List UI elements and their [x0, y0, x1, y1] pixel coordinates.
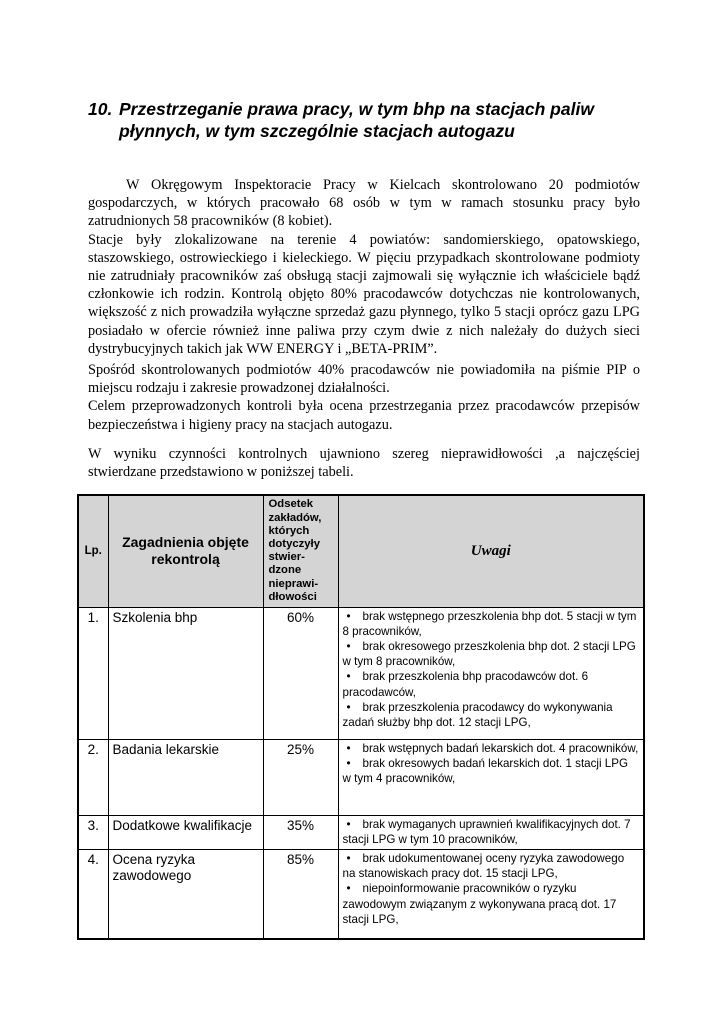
list-item [343, 639, 640, 669]
row-lp: 1. [78, 607, 108, 739]
row-percent: 60% [263, 607, 338, 739]
bullet-icon: • [346, 756, 351, 770]
list-item [343, 669, 640, 699]
paragraph-goal: Celem przeprowadzonych kontroli była ocena przestrzegania przez pracodawców przepisów bezpieczeństwa i higieny pracy na stacjach autogazu. [88, 398, 640, 433]
bullet-icon: • [346, 609, 351, 623]
note-text: brak przeszkolenia pracodawcy do wykonywania zadań służby bhp dot. 12 stacji LPG, [342, 700, 613, 729]
notes-list [343, 817, 640, 847]
bullet-icon: • [346, 817, 351, 831]
table-row [78, 815, 644, 849]
table-row [78, 607, 644, 739]
list-item [343, 741, 640, 756]
bullet-icon: • [346, 639, 351, 653]
row-percent: 85% [263, 849, 338, 939]
row-topic: Ocena ryzyka zawodowego [108, 849, 263, 939]
list-item [343, 609, 640, 639]
list-item [343, 700, 640, 730]
note-text: brak okresowych badań lekarskich dot. 1 stacji LPG w tym 4 pracowników, [342, 756, 628, 785]
note-text: brak przeszkolenia bhp pracodawców dot. 6 pracodawców, [342, 670, 589, 699]
note-text: brak wstępnego przeszkolenia bhp dot. 5 stacji w tym 8 pracowników, [342, 609, 637, 638]
findings-table [77, 494, 645, 940]
bullet-icon: • [346, 882, 351, 896]
note-text: brak wstępnych badań lekarskich dot. 4 pracowników, [362, 741, 639, 755]
bullet-icon: • [346, 700, 351, 714]
bullet-icon: • [346, 741, 351, 755]
list-item [343, 881, 640, 927]
note-text: brak wymaganych uprawnień kwalifikacyjnych dot. 7 stacji LPG w tym 10 pracowników, [342, 817, 631, 846]
section-heading [88, 98, 648, 142]
row-lp: 2. [78, 739, 108, 815]
row-notes [338, 815, 644, 849]
header-topic: Zagadnienia objęte rekontrolą [108, 495, 263, 607]
row-notes [338, 849, 644, 939]
bullet-icon: • [346, 851, 351, 865]
header-notes: Uwagi [338, 495, 644, 607]
bullet-icon: • [346, 670, 351, 684]
row-percent: 35% [263, 815, 338, 849]
header-lp: Lp. [78, 495, 108, 607]
row-topic: Szkolenia bhp [108, 607, 263, 739]
findings-intro-block [88, 445, 640, 481]
note-text: niepoinformowanie pracowników o ryzyku zawodowym związanym z wykonywana pracą dot. 17 stacji LPG, [342, 882, 617, 926]
header-percent: Odsetek zakładów, których dotyczyły stwier-dzone nieprawi-dłowości [263, 495, 338, 607]
row-percent: 25% [263, 739, 338, 815]
notes-list [343, 851, 640, 927]
paragraph-stations-location: Stacje były zlokalizowane na terenie 4 powiatów: sandomierskiego, opatowskiego, staszowskiego, ostrowieckiego i kieleckiego. W pięciu przypadkach skontrolowane podmioty nie zatrudniały pracowników zaś obsługą stacji zajmowali się wyłącznie ich właściciele bądź członkowie ich rodzin. Kontrolą objęto 80% pracodawców dotychczas nie kontrolowanych, większość z nich prowadziła wyłączne sprzedaż gazu płynnego, tylko 5 stacji oprócz gazu LPG posiadało w ofercie również inne paliwa przy czym dwie z nich należały do dużych sieci dystrybucyjnych takich jak WW ENERGY i „BETA-PRIM”. [88, 231, 640, 357]
paragraph-notification: Spośród skontrolowanych podmiotów 40% pracodawców nie powiadomiła na piśmie PIP o miejscu rodzaju i zakresie prowadzonej działalności. [88, 362, 640, 397]
paragraph-inspection-summary: W Okręgowym Inspektoracie Pracy w Kielcach skontrolowano 20 podmiotów gospodarczych, w których pracowało 68 osób w tym w ramach stosunku pracy było zatrudnionych 58 pracowników (8 kobiet). [88, 177, 640, 230]
row-lp: 3. [78, 815, 108, 849]
notification-block [88, 361, 640, 434]
section-number: 10. [88, 99, 113, 119]
note-text: brak okresowego przeszkolenia bhp dot. 2 stacji LPG w tym 8 pracowników, [342, 639, 636, 669]
note-text: brak udokumentowanej oceny ryzyka zawodowego na stanowiskach pracy dot. 15 stacji LPG, [342, 851, 625, 881]
list-item [343, 756, 640, 786]
table-body [78, 607, 644, 939]
table-header-row [78, 495, 644, 607]
row-topic: Badania lekarskie [108, 739, 263, 815]
notes-list [343, 741, 640, 787]
paragraph-findings-intro: W wyniku czynności kontrolnych ujawniono szereg nieprawidłowości ,a najczęściej stwierdzane przedstawiono w poniższej tabeli. [88, 446, 640, 481]
list-item [343, 851, 640, 881]
row-notes [338, 607, 644, 739]
notes-list [343, 609, 640, 731]
row-topic: Dodatkowe kwalifikacje [108, 815, 263, 849]
intro-block [88, 176, 640, 358]
section-title: Przestrzeganie prawa pracy, w tym bhp na stacjach paliw płynnych, w tym szczególnie stacjach autogazu [119, 99, 594, 141]
list-item [343, 817, 640, 847]
row-lp: 4. [78, 849, 108, 939]
row-notes [338, 739, 644, 815]
table-row [78, 849, 644, 939]
table-row [78, 739, 644, 815]
